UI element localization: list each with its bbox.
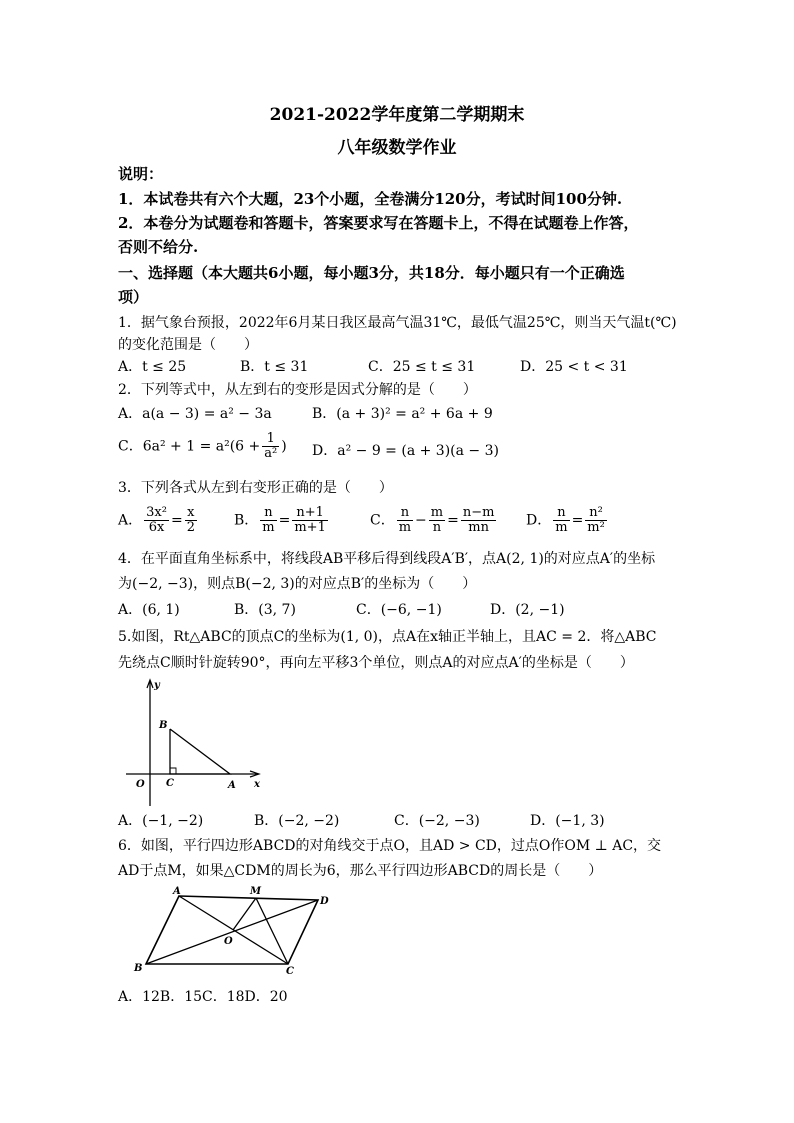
question-6-stem-cont: AD于点M，如果△CDM的周长为6，那么平行四边形ABCD的周长是（ ） bbox=[118, 863, 603, 879]
segment-om bbox=[233, 898, 256, 930]
question-2-option-c-fraction bbox=[262, 432, 279, 461]
question-1-option-c: C．25 ≤ t ≤ 31 bbox=[368, 359, 476, 375]
fraction-numerator: n bbox=[260, 506, 276, 521]
question-1-option-d: D．25 < t < 31 bbox=[520, 359, 628, 375]
question-4-option-c: C．(−6, −1) bbox=[356, 602, 442, 618]
label-d: D bbox=[320, 896, 329, 907]
question-3-option-b bbox=[234, 506, 330, 535]
label-a: A bbox=[173, 886, 181, 897]
equals-sign: = bbox=[571, 512, 584, 529]
question-1-option-b: B．t ≤ 31 bbox=[240, 359, 309, 375]
label-a: A bbox=[228, 780, 236, 791]
question-4-option-d: D．(2, −1) bbox=[490, 602, 565, 618]
option-label: B． bbox=[234, 512, 259, 529]
instructions-heading: 说明： bbox=[118, 165, 164, 183]
instruction-item-2-cont: 否则不给分. bbox=[118, 238, 199, 256]
question-6-options: A．12B．15C．18D．20 bbox=[118, 989, 288, 1005]
fraction-numerator: n² bbox=[585, 506, 607, 521]
label-c: C bbox=[166, 778, 174, 789]
fraction bbox=[185, 506, 197, 535]
fraction-denominator: 6x bbox=[148, 520, 165, 535]
question-5-stem: 5.如图，Rt△ABC的顶点C的坐标为(1, 0)，点A在x轴正半轴上，且AC = 2．将△ABC bbox=[118, 629, 657, 645]
question-4-stem: 4．在平面直角坐标系中，将线段AB平移后得到线段A′B′，点A(2, 1)的对应点A′的坐标 bbox=[118, 551, 656, 567]
fraction-numerator: 1 bbox=[262, 432, 279, 447]
option-label: D． bbox=[526, 512, 552, 529]
question-4-stem-cont: 为(−2, −3)，则点B(−2, 3)的对应点B′的坐标为（ ） bbox=[118, 576, 477, 592]
label-o: O bbox=[224, 936, 233, 947]
question-5-option-c: C．(−2, −3) bbox=[394, 813, 480, 829]
label-m: M bbox=[250, 886, 262, 897]
question-3-option-a bbox=[118, 506, 199, 535]
question-4-option-b: B．(3, 7) bbox=[234, 602, 296, 618]
label-c: C bbox=[286, 966, 294, 976]
question-4-option-a: A．(6, 1) bbox=[118, 602, 180, 618]
equals-sign: = bbox=[170, 512, 183, 529]
question-3-option-d bbox=[526, 506, 609, 535]
question-5-option-b: B．(−2, −2) bbox=[254, 813, 340, 829]
exam-title: 2021-2022学年度第二学期期末 bbox=[269, 105, 525, 125]
label-y: y bbox=[154, 680, 160, 691]
question-6-stem: 6．如图，平行四边形ABCD的对角线交于点O，且AD > CD，过点O作OM ⊥ AC，交 bbox=[118, 838, 662, 854]
fraction-denominator: m² bbox=[587, 520, 605, 535]
minus-sign: − bbox=[415, 512, 427, 529]
fraction bbox=[144, 506, 169, 535]
question-2-option-b: B．(a + 3)² = a² + 6a + 9 bbox=[312, 406, 493, 422]
fraction bbox=[292, 506, 328, 535]
question-2-stem: 2．下列等式中，从左到右的变形是因式分解的是（ ） bbox=[118, 382, 477, 398]
fraction bbox=[260, 506, 276, 535]
fraction-numerator: n bbox=[553, 506, 569, 521]
question-2-option-a: A．a(a − 3) = a² − 3a bbox=[118, 406, 272, 422]
question-1-option-a: A．t ≤ 25 bbox=[118, 359, 187, 375]
fraction-numerator: m bbox=[430, 505, 444, 520]
exam-subtitle: 八年级数学作业 bbox=[337, 138, 457, 158]
question-5-option-d: D．(−1, 3) bbox=[530, 813, 605, 829]
fraction-denominator: n bbox=[432, 520, 442, 535]
question-2-option-c-prefix: C．6a² + 1 = a²(6 + bbox=[118, 438, 261, 455]
section-heading: 一、选择题（本大题共6小题，每小题3分，共18分．每小题只有一个正确选 bbox=[118, 264, 625, 282]
section-heading-cont: 项） bbox=[118, 288, 149, 306]
question-2-option-c bbox=[118, 432, 287, 461]
label-b: B bbox=[159, 720, 168, 731]
fraction-denominator: m+1 bbox=[294, 520, 326, 535]
question-2-option-c-suffix: ) bbox=[281, 438, 287, 455]
option-label: C． bbox=[370, 512, 395, 529]
question-5-figure bbox=[120, 674, 270, 809]
question-6-figure bbox=[126, 884, 336, 976]
fraction bbox=[553, 506, 569, 535]
question-3-stem: 3．下列各式从左到右变形正确的是（ ） bbox=[118, 480, 393, 496]
fraction-numerator: x bbox=[185, 506, 197, 521]
question-3-option-c bbox=[370, 506, 498, 535]
fraction-denominator: a² bbox=[264, 446, 278, 461]
label-o: O bbox=[136, 779, 145, 790]
question-2-option-d: D．a² − 9 = (a + 3)(a − 3) bbox=[312, 443, 499, 459]
equals-sign: = bbox=[278, 512, 291, 529]
fraction-denominator: m bbox=[262, 520, 275, 535]
fraction-numerator: n+1 bbox=[292, 506, 328, 521]
fraction-denominator: mn bbox=[468, 520, 489, 535]
question-1-stem-cont: 的变化范围是（ ） bbox=[118, 337, 258, 353]
equals-sign: = bbox=[447, 512, 459, 529]
fraction bbox=[429, 506, 445, 535]
instruction-item-1: 1．本试卷共有六个大题，23个小题，全卷满分120分，考试时间100分钟. bbox=[118, 190, 623, 208]
fraction-numerator: 3x² bbox=[146, 505, 167, 520]
option-label: A． bbox=[118, 512, 143, 529]
right-angle-mark bbox=[170, 768, 176, 774]
fraction-denominator: 2 bbox=[186, 520, 195, 535]
question-5-option-a: A．(−1, −2) bbox=[118, 813, 204, 829]
fraction-numerator: n bbox=[397, 506, 413, 521]
fraction-denominator: m bbox=[398, 520, 412, 535]
triangle-abc bbox=[170, 729, 230, 774]
question-1-stem: 1．据气象台预报，2022年6月某日我区最高气温31℃，最低气温25℃，则当天气温t(℃) bbox=[118, 315, 677, 331]
fraction-numerator: n−m bbox=[462, 505, 495, 520]
label-b: B bbox=[134, 963, 143, 974]
fraction bbox=[397, 506, 413, 535]
label-x: x bbox=[254, 779, 260, 790]
fraction bbox=[585, 506, 607, 535]
instruction-item-2: 2．本卷分为试题卷和答题卡，答案要求写在答题卡上，不得在试题卷上作答， bbox=[118, 214, 639, 232]
question-5-stem-cont: 先绕点C顺时针旋转90°，再向左平移3个单位，则点A的对应点A′的坐标是（ ） bbox=[118, 655, 634, 671]
fraction-denominator: m bbox=[555, 520, 568, 535]
fraction bbox=[461, 506, 497, 535]
